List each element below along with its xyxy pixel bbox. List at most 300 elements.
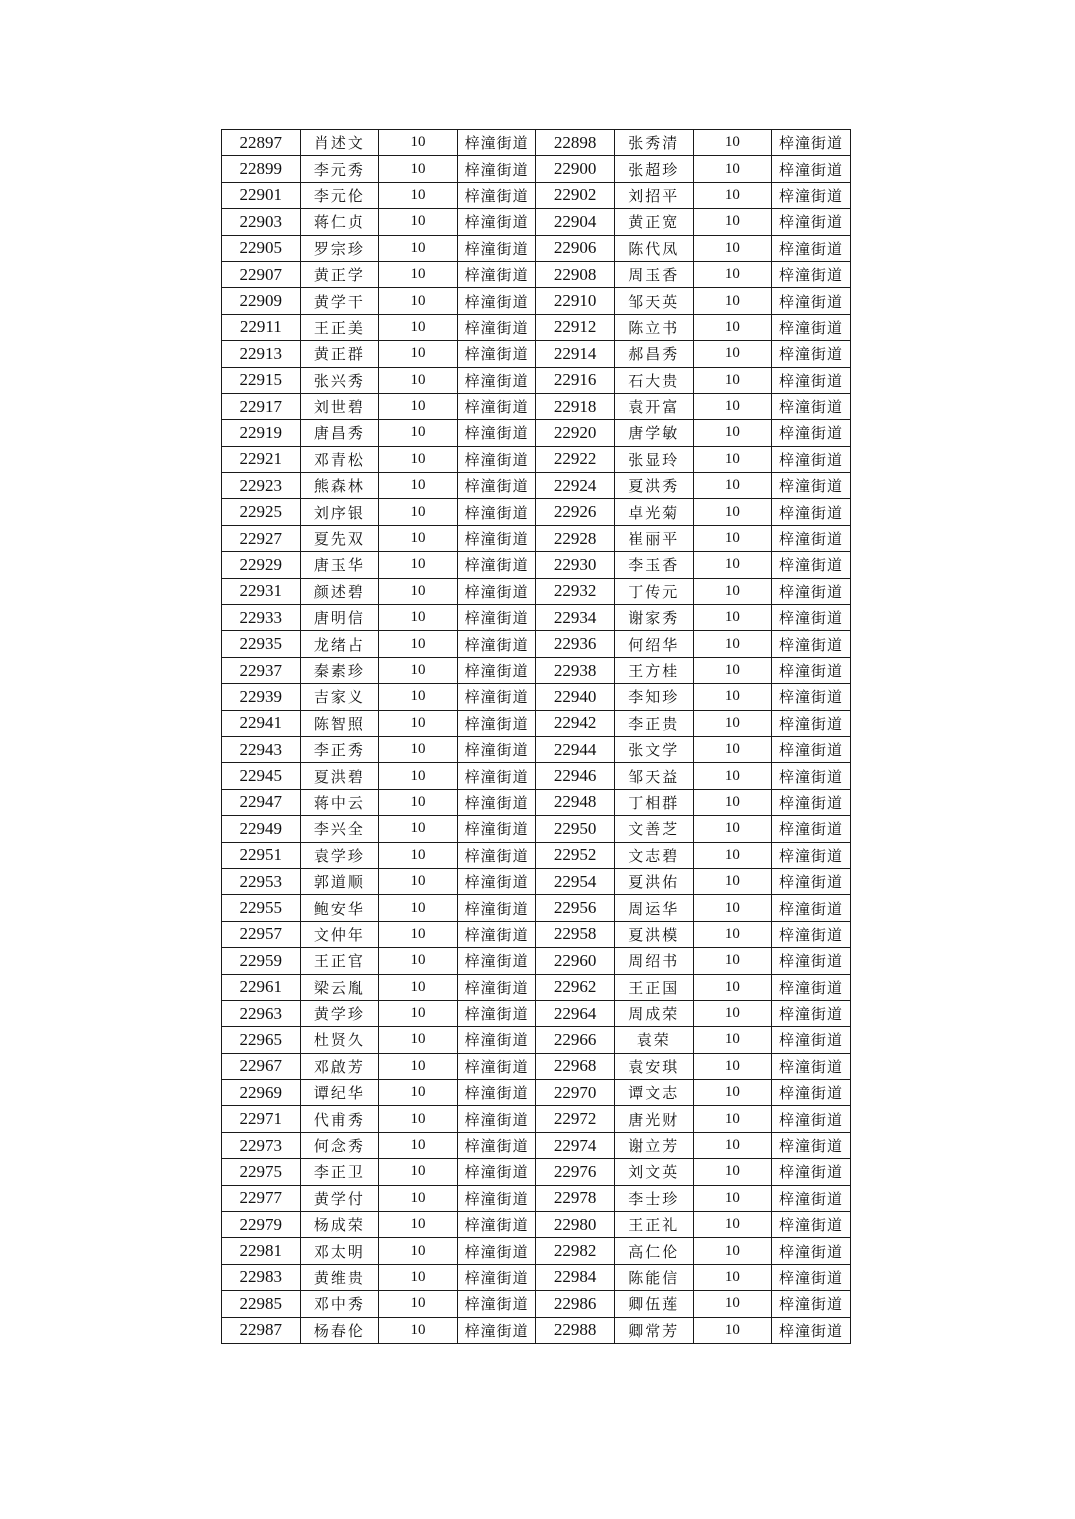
table-row xyxy=(222,1132,851,1158)
table-row xyxy=(222,288,851,314)
table-row xyxy=(222,1264,851,1290)
left-id-cell: 22987 xyxy=(222,1317,301,1343)
left-name-cell: 夏洪碧 xyxy=(300,763,379,789)
right-id-cell: 22928 xyxy=(536,525,615,551)
left-id-cell: 22971 xyxy=(222,1106,301,1132)
right-amount-cell: 10 xyxy=(693,763,772,789)
left-id-cell: 22915 xyxy=(222,367,301,393)
roster-table xyxy=(221,129,851,1344)
left-name-cell: 蒋中云 xyxy=(300,789,379,815)
right-name-cell: 张显玲 xyxy=(614,446,693,472)
right-id-cell: 22958 xyxy=(536,921,615,947)
left-street-cell: 梓潼街道 xyxy=(457,156,536,182)
table-row xyxy=(222,1185,851,1211)
right-street-cell: 梓潼街道 xyxy=(772,499,851,525)
table-row xyxy=(222,974,851,1000)
table-row xyxy=(222,736,851,762)
right-amount-cell: 10 xyxy=(693,868,772,894)
right-id-cell: 22984 xyxy=(536,1264,615,1290)
left-street-cell: 梓潼街道 xyxy=(457,261,536,287)
left-amount-cell: 10 xyxy=(379,1132,458,1158)
right-street-cell: 梓潼街道 xyxy=(772,261,851,287)
left-amount-cell: 10 xyxy=(379,1053,458,1079)
right-name-cell: 谢立芳 xyxy=(614,1132,693,1158)
right-id-cell: 22950 xyxy=(536,816,615,842)
left-id-cell: 22965 xyxy=(222,1027,301,1053)
right-street-cell: 梓潼街道 xyxy=(772,657,851,683)
left-amount-cell: 10 xyxy=(379,736,458,762)
right-street-cell: 梓潼街道 xyxy=(772,182,851,208)
left-id-cell: 22969 xyxy=(222,1080,301,1106)
right-id-cell: 22978 xyxy=(536,1185,615,1211)
table-row xyxy=(222,209,851,235)
right-id-cell: 22910 xyxy=(536,288,615,314)
right-amount-cell: 10 xyxy=(693,1106,772,1132)
right-amount-cell: 10 xyxy=(693,631,772,657)
left-id-cell: 22923 xyxy=(222,473,301,499)
right-street-cell: 梓潼街道 xyxy=(772,341,851,367)
right-name-cell: 石大贵 xyxy=(614,367,693,393)
right-name-cell: 高仁伦 xyxy=(614,1238,693,1264)
right-name-cell: 唐光财 xyxy=(614,1106,693,1132)
left-amount-cell: 10 xyxy=(379,763,458,789)
right-name-cell: 陈立书 xyxy=(614,314,693,340)
left-name-cell: 鲍安华 xyxy=(300,895,379,921)
left-street-cell: 梓潼街道 xyxy=(457,605,536,631)
left-name-cell: 黄维贵 xyxy=(300,1264,379,1290)
left-amount-cell: 10 xyxy=(379,1185,458,1211)
right-street-cell: 梓潼街道 xyxy=(772,1027,851,1053)
left-amount-cell: 10 xyxy=(379,209,458,235)
table-row xyxy=(222,1291,851,1317)
right-street-cell: 梓潼街道 xyxy=(772,130,851,156)
right-street-cell: 梓潼街道 xyxy=(772,578,851,604)
table-row xyxy=(222,816,851,842)
table-row xyxy=(222,605,851,631)
right-street-cell: 梓潼街道 xyxy=(772,974,851,1000)
right-street-cell: 梓潼街道 xyxy=(772,446,851,472)
right-amount-cell: 10 xyxy=(693,182,772,208)
left-amount-cell: 10 xyxy=(379,473,458,499)
left-street-cell: 梓潼街道 xyxy=(457,974,536,1000)
left-street-cell: 梓潼街道 xyxy=(457,499,536,525)
left-id-cell: 22957 xyxy=(222,921,301,947)
right-amount-cell: 10 xyxy=(693,341,772,367)
right-amount-cell: 10 xyxy=(693,314,772,340)
right-name-cell: 周玉香 xyxy=(614,261,693,287)
left-name-cell: 邓中秀 xyxy=(300,1291,379,1317)
table-row xyxy=(222,314,851,340)
right-id-cell: 22956 xyxy=(536,895,615,921)
right-id-cell: 22988 xyxy=(536,1317,615,1343)
table-row xyxy=(222,525,851,551)
left-street-cell: 梓潼街道 xyxy=(457,789,536,815)
left-name-cell: 代甫秀 xyxy=(300,1106,379,1132)
right-name-cell: 邹天益 xyxy=(614,763,693,789)
left-street-cell: 梓潼街道 xyxy=(457,578,536,604)
right-amount-cell: 10 xyxy=(693,446,772,472)
table-row xyxy=(222,235,851,261)
left-id-cell: 22901 xyxy=(222,182,301,208)
left-id-cell: 22933 xyxy=(222,605,301,631)
left-street-cell: 梓潼街道 xyxy=(457,130,536,156)
right-name-cell: 崔丽平 xyxy=(614,525,693,551)
right-amount-cell: 10 xyxy=(693,895,772,921)
left-id-cell: 22903 xyxy=(222,209,301,235)
left-street-cell: 梓潼街道 xyxy=(457,367,536,393)
left-name-cell: 黄正群 xyxy=(300,341,379,367)
left-amount-cell: 10 xyxy=(379,921,458,947)
right-name-cell: 张秀清 xyxy=(614,130,693,156)
right-street-cell: 梓潼街道 xyxy=(772,868,851,894)
table-row xyxy=(222,499,851,525)
left-street-cell: 梓潼街道 xyxy=(457,235,536,261)
left-street-cell: 梓潼街道 xyxy=(457,420,536,446)
table-row xyxy=(222,948,851,974)
right-name-cell: 袁安琪 xyxy=(614,1053,693,1079)
left-name-cell: 李元秀 xyxy=(300,156,379,182)
table-row xyxy=(222,1080,851,1106)
left-name-cell: 郭道顺 xyxy=(300,868,379,894)
right-name-cell: 刘文英 xyxy=(614,1159,693,1185)
right-id-cell: 22970 xyxy=(536,1080,615,1106)
right-street-cell: 梓潼街道 xyxy=(772,209,851,235)
left-amount-cell: 10 xyxy=(379,156,458,182)
left-amount-cell: 10 xyxy=(379,948,458,974)
table-row xyxy=(222,1212,851,1238)
left-id-cell: 22963 xyxy=(222,1000,301,1026)
left-id-cell: 22921 xyxy=(222,446,301,472)
left-street-cell: 梓潼街道 xyxy=(457,1159,536,1185)
right-street-cell: 梓潼街道 xyxy=(772,921,851,947)
left-id-cell: 22899 xyxy=(222,156,301,182)
left-id-cell: 22913 xyxy=(222,341,301,367)
right-id-cell: 22962 xyxy=(536,974,615,1000)
right-street-cell: 梓潼街道 xyxy=(772,1106,851,1132)
right-id-cell: 22982 xyxy=(536,1238,615,1264)
left-amount-cell: 10 xyxy=(379,1212,458,1238)
left-street-cell: 梓潼街道 xyxy=(457,1106,536,1132)
left-name-cell: 吉家义 xyxy=(300,684,379,710)
left-name-cell: 唐昌秀 xyxy=(300,420,379,446)
left-amount-cell: 10 xyxy=(379,842,458,868)
left-name-cell: 王正美 xyxy=(300,314,379,340)
left-id-cell: 22973 xyxy=(222,1132,301,1158)
right-name-cell: 周运华 xyxy=(614,895,693,921)
right-id-cell: 22960 xyxy=(536,948,615,974)
right-amount-cell: 10 xyxy=(693,1080,772,1106)
table-row xyxy=(222,657,851,683)
left-street-cell: 梓潼街道 xyxy=(457,1080,536,1106)
left-amount-cell: 10 xyxy=(379,130,458,156)
left-name-cell: 李元伦 xyxy=(300,182,379,208)
left-street-cell: 梓潼街道 xyxy=(457,1000,536,1026)
left-id-cell: 22907 xyxy=(222,261,301,287)
table-row xyxy=(222,789,851,815)
right-id-cell: 22902 xyxy=(536,182,615,208)
left-amount-cell: 10 xyxy=(379,1080,458,1106)
right-street-cell: 梓潼街道 xyxy=(772,895,851,921)
right-amount-cell: 10 xyxy=(693,789,772,815)
left-name-cell: 李正卫 xyxy=(300,1159,379,1185)
left-amount-cell: 10 xyxy=(379,1027,458,1053)
left-id-cell: 22897 xyxy=(222,130,301,156)
right-amount-cell: 10 xyxy=(693,1212,772,1238)
right-id-cell: 22932 xyxy=(536,578,615,604)
right-amount-cell: 10 xyxy=(693,605,772,631)
right-amount-cell: 10 xyxy=(693,473,772,499)
right-name-cell: 周成荣 xyxy=(614,1000,693,1026)
right-street-cell: 梓潼街道 xyxy=(772,763,851,789)
left-street-cell: 梓潼街道 xyxy=(457,552,536,578)
table-row xyxy=(222,393,851,419)
left-amount-cell: 10 xyxy=(379,393,458,419)
right-street-cell: 梓潼街道 xyxy=(772,552,851,578)
right-amount-cell: 10 xyxy=(693,1291,772,1317)
right-street-cell: 梓潼街道 xyxy=(772,420,851,446)
right-name-cell: 文志碧 xyxy=(614,842,693,868)
left-street-cell: 梓潼街道 xyxy=(457,1185,536,1211)
right-id-cell: 22942 xyxy=(536,710,615,736)
right-street-cell: 梓潼街道 xyxy=(772,1291,851,1317)
left-street-cell: 梓潼街道 xyxy=(457,525,536,551)
left-amount-cell: 10 xyxy=(379,605,458,631)
right-id-cell: 22912 xyxy=(536,314,615,340)
left-amount-cell: 10 xyxy=(379,657,458,683)
left-street-cell: 梓潼街道 xyxy=(457,288,536,314)
right-amount-cell: 10 xyxy=(693,1000,772,1026)
left-name-cell: 黄学珍 xyxy=(300,1000,379,1026)
table-row xyxy=(222,1027,851,1053)
right-name-cell: 张超珍 xyxy=(614,156,693,182)
right-amount-cell: 10 xyxy=(693,921,772,947)
left-street-cell: 梓潼街道 xyxy=(457,182,536,208)
left-id-cell: 22911 xyxy=(222,314,301,340)
left-street-cell: 梓潼街道 xyxy=(457,1264,536,1290)
left-name-cell: 肖述文 xyxy=(300,130,379,156)
right-street-cell: 梓潼街道 xyxy=(772,156,851,182)
left-street-cell: 梓潼街道 xyxy=(457,1027,536,1053)
left-id-cell: 22975 xyxy=(222,1159,301,1185)
right-id-cell: 22968 xyxy=(536,1053,615,1079)
left-street-cell: 梓潼街道 xyxy=(457,736,536,762)
left-name-cell: 杜贤久 xyxy=(300,1027,379,1053)
left-id-cell: 22947 xyxy=(222,789,301,815)
right-name-cell: 谢家秀 xyxy=(614,605,693,631)
left-street-cell: 梓潼街道 xyxy=(457,1317,536,1343)
left-amount-cell: 10 xyxy=(379,420,458,446)
right-name-cell: 丁相群 xyxy=(614,789,693,815)
table-row xyxy=(222,631,851,657)
left-amount-cell: 10 xyxy=(379,182,458,208)
right-name-cell: 王方桂 xyxy=(614,657,693,683)
left-street-cell: 梓潼街道 xyxy=(457,921,536,947)
table-row xyxy=(222,341,851,367)
left-name-cell: 黄学付 xyxy=(300,1185,379,1211)
right-name-cell: 何绍华 xyxy=(614,631,693,657)
table-row xyxy=(222,1317,851,1343)
right-amount-cell: 10 xyxy=(693,288,772,314)
right-amount-cell: 10 xyxy=(693,1027,772,1053)
right-amount-cell: 10 xyxy=(693,235,772,261)
left-amount-cell: 10 xyxy=(379,789,458,815)
left-amount-cell: 10 xyxy=(379,684,458,710)
right-street-cell: 梓潼街道 xyxy=(772,948,851,974)
right-amount-cell: 10 xyxy=(693,1132,772,1158)
left-id-cell: 22961 xyxy=(222,974,301,1000)
right-name-cell: 李玉香 xyxy=(614,552,693,578)
right-amount-cell: 10 xyxy=(693,1238,772,1264)
table-row xyxy=(222,578,851,604)
right-id-cell: 22964 xyxy=(536,1000,615,1026)
right-id-cell: 22936 xyxy=(536,631,615,657)
right-street-cell: 梓潼街道 xyxy=(772,525,851,551)
left-name-cell: 蒋仁贞 xyxy=(300,209,379,235)
left-amount-cell: 10 xyxy=(379,261,458,287)
left-amount-cell: 10 xyxy=(379,1238,458,1264)
left-street-cell: 梓潼街道 xyxy=(457,1291,536,1317)
left-id-cell: 22929 xyxy=(222,552,301,578)
right-name-cell: 袁开富 xyxy=(614,393,693,419)
right-id-cell: 22900 xyxy=(536,156,615,182)
right-id-cell: 22920 xyxy=(536,420,615,446)
left-name-cell: 唐明信 xyxy=(300,605,379,631)
right-name-cell: 唐学敏 xyxy=(614,420,693,446)
right-id-cell: 22908 xyxy=(536,261,615,287)
right-name-cell: 王正国 xyxy=(614,974,693,1000)
left-amount-cell: 10 xyxy=(379,499,458,525)
right-street-cell: 梓潼街道 xyxy=(772,736,851,762)
left-street-cell: 梓潼街道 xyxy=(457,209,536,235)
right-id-cell: 22974 xyxy=(536,1132,615,1158)
table-row xyxy=(222,1159,851,1185)
left-street-cell: 梓潼街道 xyxy=(457,868,536,894)
left-amount-cell: 10 xyxy=(379,631,458,657)
right-name-cell: 袁荣 xyxy=(614,1027,693,1053)
right-street-cell: 梓潼街道 xyxy=(772,288,851,314)
left-name-cell: 邓青松 xyxy=(300,446,379,472)
right-id-cell: 22976 xyxy=(536,1159,615,1185)
left-name-cell: 熊森林 xyxy=(300,473,379,499)
right-amount-cell: 10 xyxy=(693,948,772,974)
left-id-cell: 22949 xyxy=(222,816,301,842)
right-id-cell: 22986 xyxy=(536,1291,615,1317)
right-street-cell: 梓潼街道 xyxy=(772,367,851,393)
left-name-cell: 杨春伦 xyxy=(300,1317,379,1343)
right-id-cell: 22906 xyxy=(536,235,615,261)
right-id-cell: 22924 xyxy=(536,473,615,499)
right-id-cell: 22966 xyxy=(536,1027,615,1053)
left-name-cell: 夏先双 xyxy=(300,525,379,551)
right-name-cell: 文善芝 xyxy=(614,816,693,842)
left-id-cell: 22925 xyxy=(222,499,301,525)
right-amount-cell: 10 xyxy=(693,1185,772,1211)
left-amount-cell: 10 xyxy=(379,1106,458,1132)
right-id-cell: 22918 xyxy=(536,393,615,419)
right-name-cell: 刘招平 xyxy=(614,182,693,208)
right-amount-cell: 10 xyxy=(693,209,772,235)
left-amount-cell: 10 xyxy=(379,288,458,314)
right-id-cell: 22938 xyxy=(536,657,615,683)
left-amount-cell: 10 xyxy=(379,1159,458,1185)
right-street-cell: 梓潼街道 xyxy=(772,235,851,261)
right-name-cell: 陈代凤 xyxy=(614,235,693,261)
left-id-cell: 22927 xyxy=(222,525,301,551)
left-name-cell: 黄正学 xyxy=(300,261,379,287)
right-amount-cell: 10 xyxy=(693,420,772,446)
left-name-cell: 秦素珍 xyxy=(300,657,379,683)
table-row xyxy=(222,1238,851,1264)
right-name-cell: 李知珍 xyxy=(614,684,693,710)
right-street-cell: 梓潼街道 xyxy=(772,1053,851,1079)
right-amount-cell: 10 xyxy=(693,156,772,182)
right-street-cell: 梓潼街道 xyxy=(772,1264,851,1290)
left-street-cell: 梓潼街道 xyxy=(457,763,536,789)
left-name-cell: 何念秀 xyxy=(300,1132,379,1158)
left-id-cell: 22937 xyxy=(222,657,301,683)
right-name-cell: 夏洪模 xyxy=(614,921,693,947)
right-id-cell: 22934 xyxy=(536,605,615,631)
table-row xyxy=(222,420,851,446)
right-id-cell: 22916 xyxy=(536,367,615,393)
left-amount-cell: 10 xyxy=(379,446,458,472)
left-amount-cell: 10 xyxy=(379,1291,458,1317)
right-name-cell: 陈能信 xyxy=(614,1264,693,1290)
right-id-cell: 22954 xyxy=(536,868,615,894)
right-amount-cell: 10 xyxy=(693,499,772,525)
left-name-cell: 刘世碧 xyxy=(300,393,379,419)
left-street-cell: 梓潼街道 xyxy=(457,1212,536,1238)
table-row xyxy=(222,1000,851,1026)
left-amount-cell: 10 xyxy=(379,525,458,551)
left-id-cell: 22939 xyxy=(222,684,301,710)
left-id-cell: 22941 xyxy=(222,710,301,736)
left-street-cell: 梓潼街道 xyxy=(457,657,536,683)
table-row xyxy=(222,763,851,789)
left-street-cell: 梓潼街道 xyxy=(457,1238,536,1264)
right-amount-cell: 10 xyxy=(693,1264,772,1290)
right-id-cell: 22946 xyxy=(536,763,615,789)
right-amount-cell: 10 xyxy=(693,552,772,578)
left-name-cell: 黄学干 xyxy=(300,288,379,314)
left-name-cell: 刘序银 xyxy=(300,499,379,525)
left-amount-cell: 10 xyxy=(379,1000,458,1026)
right-id-cell: 22926 xyxy=(536,499,615,525)
right-amount-cell: 10 xyxy=(693,736,772,762)
left-id-cell: 22959 xyxy=(222,948,301,974)
right-name-cell: 邹天英 xyxy=(614,288,693,314)
table-row xyxy=(222,156,851,182)
left-amount-cell: 10 xyxy=(379,552,458,578)
left-name-cell: 张兴秀 xyxy=(300,367,379,393)
right-street-cell: 梓潼街道 xyxy=(772,710,851,736)
right-street-cell: 梓潼街道 xyxy=(772,1080,851,1106)
left-amount-cell: 10 xyxy=(379,341,458,367)
right-street-cell: 梓潼街道 xyxy=(772,789,851,815)
left-id-cell: 22905 xyxy=(222,235,301,261)
table-row xyxy=(222,473,851,499)
right-amount-cell: 10 xyxy=(693,367,772,393)
left-name-cell: 梁云胤 xyxy=(300,974,379,1000)
table-row xyxy=(222,684,851,710)
right-street-cell: 梓潼街道 xyxy=(772,1000,851,1026)
left-name-cell: 谭纪华 xyxy=(300,1080,379,1106)
right-name-cell: 夏洪佑 xyxy=(614,868,693,894)
left-amount-cell: 10 xyxy=(379,1317,458,1343)
left-name-cell: 文仲年 xyxy=(300,921,379,947)
right-name-cell: 丁传元 xyxy=(614,578,693,604)
right-amount-cell: 10 xyxy=(693,1053,772,1079)
